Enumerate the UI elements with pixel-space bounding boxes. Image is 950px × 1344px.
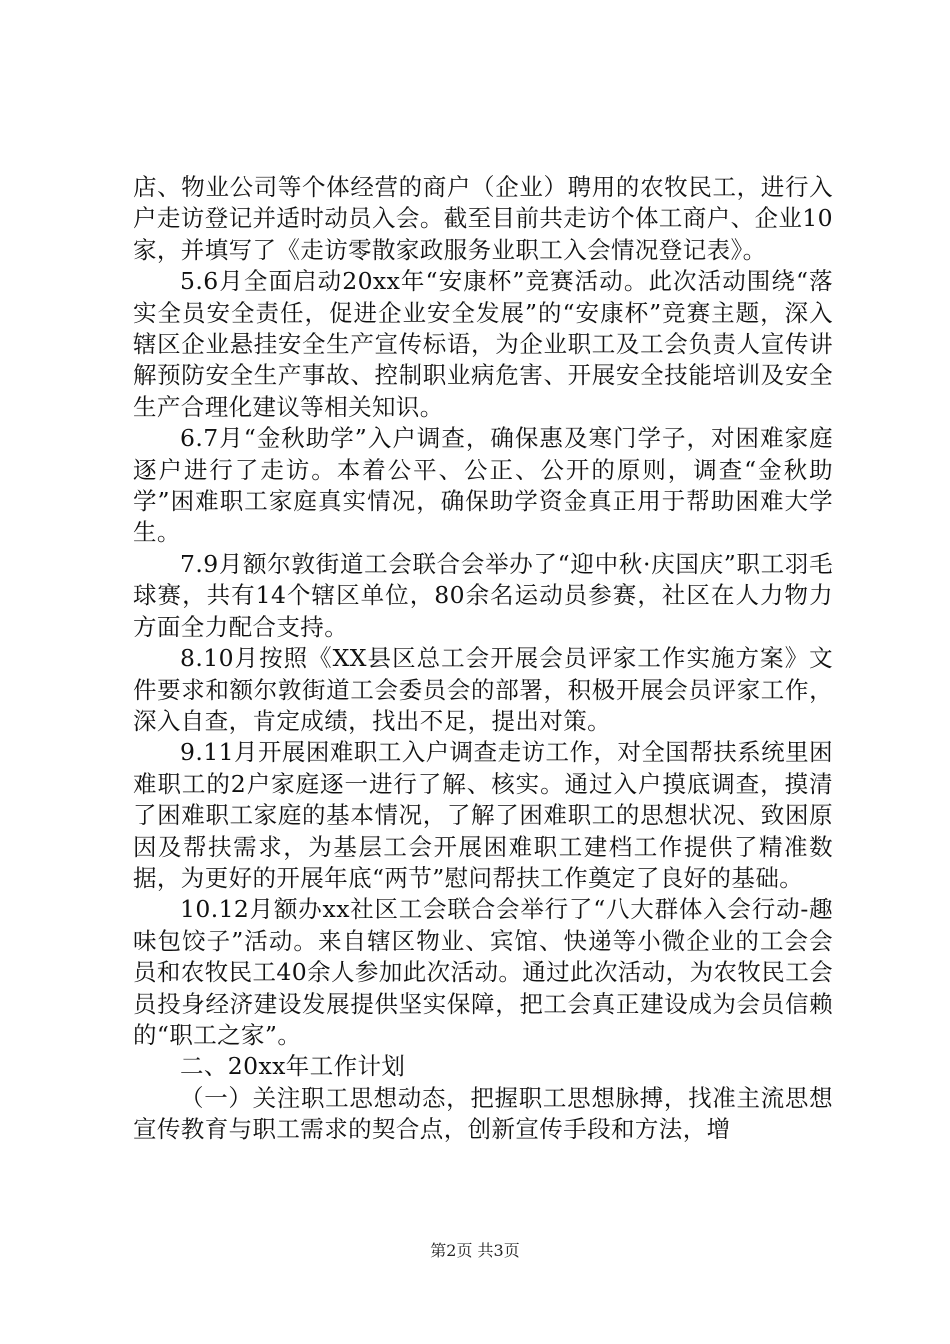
paragraph-item-6: 6.7月“金秋助学”入户调查，确保惠及寒门学子，对困难家庭逐户进行了走访。本着公平、公正、公开的原则，调查“金秋助学”困难职工家庭真实情况，确保助学资金真正用于帮助困难大学生。 [133,424,833,547]
paragraph-continuation: 店、物业公司等个体经营的商户（企业）聘用的农牧民工，进行入户走访登记并适时动员入会。截至目前共走访个体工商户、企业10家，并填写了《走访零散家政服务业职工入会情况登记表》。 [133,173,833,264]
paragraph-item-7: 7.9月额尔敦街道工会联合会举办了“迎中秋·庆国庆”职工羽毛球赛，共有14个辖区单位，80余名运动员参赛，社区在人力物力方面全力配合支持。 [133,549,833,641]
paragraph-item-9: 9.11月开展困难职工入户调查走访工作，对全国帮扶系统里困难职工的2户家庭逐一进行了解、核实。通过入户摸底调查，摸清了困难职工家庭的基本情况，了解了困难职工的思想状况、致困原因及帮扶需求，为基层工会开展困难职工建档工作提供了精准数据，为更好的开展年底“两节”慰问帮扶工作奠定了良好的基础。 [133,738,833,892]
document-body [133,172,833,1146]
page-footer: 第2页 共3页 [430,1241,520,1260]
section-heading: 二、20xx年工作计划 [180,1052,406,1081]
paragraph-item-10: 10.12月额办xx社区工会联合会举行了“八大群体入会行动-趣味包饺子”活动。来自辖区物业、宾馆、快递等小微企业的工会会员和农牧民工40余人参加此次活动。通过此次活动，为农牧民工会员投身经济建设发展提供坚实保障，把工会真正建设成为会员信赖的“职工之家”。 [133,895,833,1049]
paragraph-item-8: 8.10月按照《XX县区总工会开展会员评家工作实施方案》文件要求和额尔敦街道工会委员会的部署，积极开展会员评家工作，深入自查，肯定成绩，找出不足，提出对策。 [133,644,833,735]
paragraph-item-5: 5.6月全面启动20xx年“安康杯”竞赛活动。此次活动围绕“落实全员安全责任，促进企业安全发展”的“安康杯”竞赛主题，深入辖区企业悬挂安全生产宣传标语，为企业职工及工会负责人宣传讲解预防安全生产事故、控制职业病危害、开展安全技能培训及安全生产合理化建议等相关知识。 [133,267,833,421]
paragraph-plan-1: （一）关注职工思想动态，把握职工思想脉搏，找准主流思想宣传教育与职工需求的契合点，创新宣传手段和方法，增 [133,1083,833,1144]
